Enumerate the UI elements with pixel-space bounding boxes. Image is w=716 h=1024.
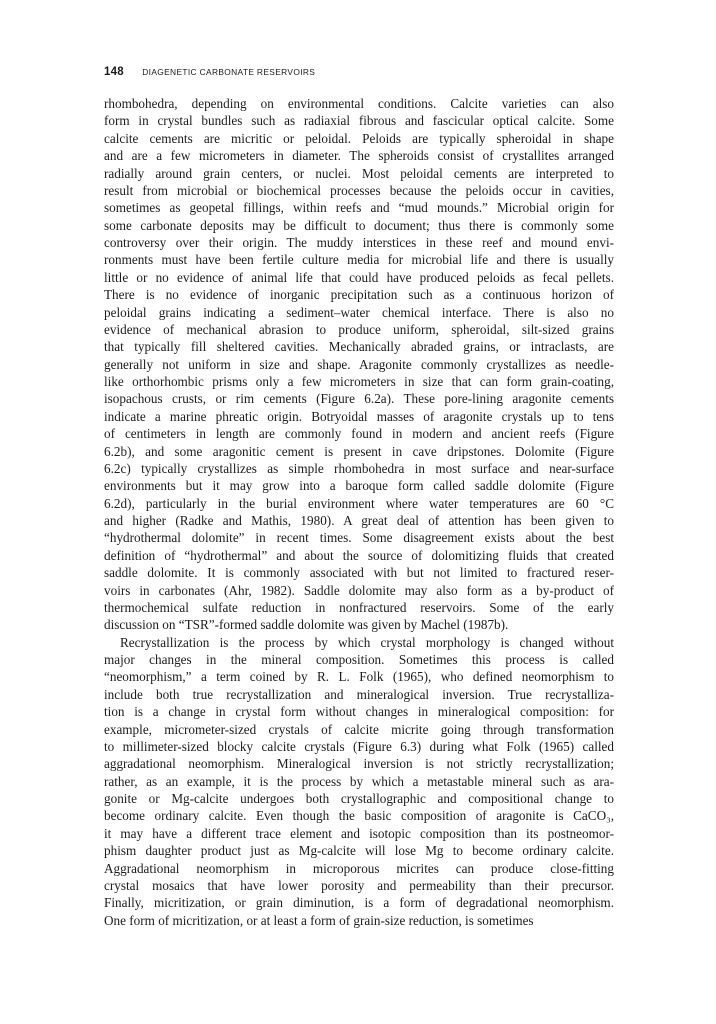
text-line: indicate a marine phreatic origin. Botryoidal masses of aragonite crystals up to tens bbox=[104, 408, 614, 424]
text-line: peloidal grains indicating a sediment–water chemical interface. There is also no bbox=[104, 304, 614, 320]
text-line: saddle dolomite. It is commonly associated with but not limited to fractured reser- bbox=[104, 565, 614, 581]
text-line: gonite or Mg-calcite undergoes both crystallographic and compositional change to bbox=[104, 791, 614, 806]
text-line: environments but it may grow into a baroque form called saddle dolomite (Figure bbox=[104, 478, 614, 494]
text-line: thermochemical sulfate reduction in nonfractured reservoirs. Some of the early bbox=[104, 599, 614, 615]
text-line: 6.2d), particularly in the burial environment where water temperatures are 60 °C bbox=[104, 495, 614, 511]
text-line: of centimeters in length are commonly found in modern and ancient reefs (Figure bbox=[104, 426, 614, 442]
text-line: 6.2c) typically crystallizes as simple rhombohedra in most surface and near-surface bbox=[104, 460, 614, 476]
text-line: aggradational neomorphism. Mineralogical inversion is not strictly recrystallization; bbox=[104, 756, 614, 772]
text-line: that typically fill sheltered cavities. Mechanically abraded grains, or intraclasts, are bbox=[104, 339, 614, 355]
text-line: There is no evidence of inorganic precipitation such as a continuous horizon of bbox=[104, 287, 614, 303]
text-line: phism daughter product just as Mg-calcite will lose Mg to become ordinary calcite. bbox=[104, 843, 614, 859]
text-line: example, micrometer-sized crystals of calcite micrite going through transformation bbox=[104, 721, 614, 737]
text-line: tion is a change in crystal form without changes in mineralogical composition: for bbox=[104, 704, 614, 720]
text-line: discussion on “TSR”-formed saddle dolomite was given by Machel (1987b). bbox=[104, 617, 509, 633]
text-line: become ordinary calcite. Even though the basic composition of aragonite is CaCO₃, bbox=[104, 808, 614, 824]
text-line: radially around grain centers, or nuclei. Most peloidal cements are interpreted to bbox=[104, 165, 614, 181]
paragraph bbox=[104, 634, 614, 929]
running-head bbox=[104, 62, 614, 78]
text-line: One form of micritization, or at least a form of grain-size reduction, is sometimes bbox=[104, 912, 534, 928]
text-line: it may have a different trace element and isotopic composition than its postneomor- bbox=[104, 825, 614, 841]
text-line: include both true recrystallization and mineralogical inversion. True recrystalliza- bbox=[104, 686, 614, 702]
text-line: 6.2b), and some aragonitic cement is present in cave dripstones. Dolomite (Figure bbox=[104, 443, 614, 459]
text-line: crystal mosaics that have lower porosity and permeability than their precursor. bbox=[104, 877, 614, 893]
text-line: Finally, micritization, or grain diminution, is a form of degradational neomorphism. bbox=[104, 895, 614, 911]
text-line: voirs in carbonates (Ahr, 1982). Saddle dolomite may also form as a by-product of bbox=[104, 582, 614, 598]
text-line: like orthorhombic prisms only a few micrometers in size that can form grain-coating, bbox=[104, 374, 614, 389]
text-line: “neomorphism,” a term coined by R. L. Folk (1965), who defined neomorphism to bbox=[104, 669, 614, 685]
text-line: generally not uniform in size and shape. Aragonite commonly crystallizes as needle- bbox=[104, 356, 614, 372]
body-text bbox=[104, 95, 614, 929]
text-line: result from microbial or biochemical processes because the peloids occur in cavities, bbox=[104, 182, 614, 198]
text-line: form in crystal bundles such as radiaxial fibrous and fascicular optical calcite. Some bbox=[104, 113, 614, 129]
text-line: controversy over their origin. The muddy interstices in these reef and mound envi- bbox=[104, 235, 614, 250]
text-line: rather, as an example, it is the process by which a metastable mineral such as ara- bbox=[104, 773, 614, 789]
text-line: Recrystallization is the process by which crystal morphology is changed without bbox=[120, 634, 614, 650]
text-line: major changes in the mineral composition. Sometimes this process is called bbox=[104, 652, 614, 667]
text-line: ronments must have been fertile culture media for microbial life and there is usually bbox=[104, 252, 614, 268]
running-title: DIAGENETIC CARBONATE RESERVOIRS bbox=[142, 67, 316, 77]
text-line: some carbonate deposits may be difficult to document; thus there is commonly some bbox=[104, 217, 614, 233]
text-line: Aggradational neomorphism in microporous micrites can produce close-fitting bbox=[104, 860, 614, 876]
paragraph bbox=[104, 95, 614, 634]
text-line: rhombohedra, depending on environmental conditions. Calcite varieties can also bbox=[104, 96, 614, 111]
text-line: to millimeter-sized blocky calcite crystals (Figure 6.3) during what Folk (1965) called bbox=[104, 738, 614, 754]
page-number: 148 bbox=[104, 66, 124, 78]
text-line: evidence of mechanical abrasion to produce uniform, spheroidal, silt-sized grains bbox=[104, 321, 614, 337]
text-line: sometimes as geopetal fillings, within reefs and “mud mounds.” Microbial origin for bbox=[104, 200, 614, 216]
text-line: little or no evidence of animal life that could have produced peloids as fecal pellets. bbox=[104, 269, 614, 285]
text-line: isopachous crusts, or rim cements (Figure 6.2a). These pore-lining aragonite cements bbox=[104, 391, 614, 407]
text-line: and are a few micrometers in diameter. The spheroids consist of crystallites arranged bbox=[104, 148, 614, 164]
text-line: “hydrothermal dolomite” in recent times. Some disagreement exists about the best bbox=[104, 530, 614, 546]
text-line: and higher (Radke and Mathis, 1980). A great deal of attention has been given to bbox=[104, 513, 614, 528]
text-line: calcite cements are micritic or peloidal. Peloids are typically spheroidal in shape bbox=[104, 130, 614, 146]
text-line: definition of “hydrothermal” and about the source of dolomitizing fluids that created bbox=[104, 547, 614, 563]
